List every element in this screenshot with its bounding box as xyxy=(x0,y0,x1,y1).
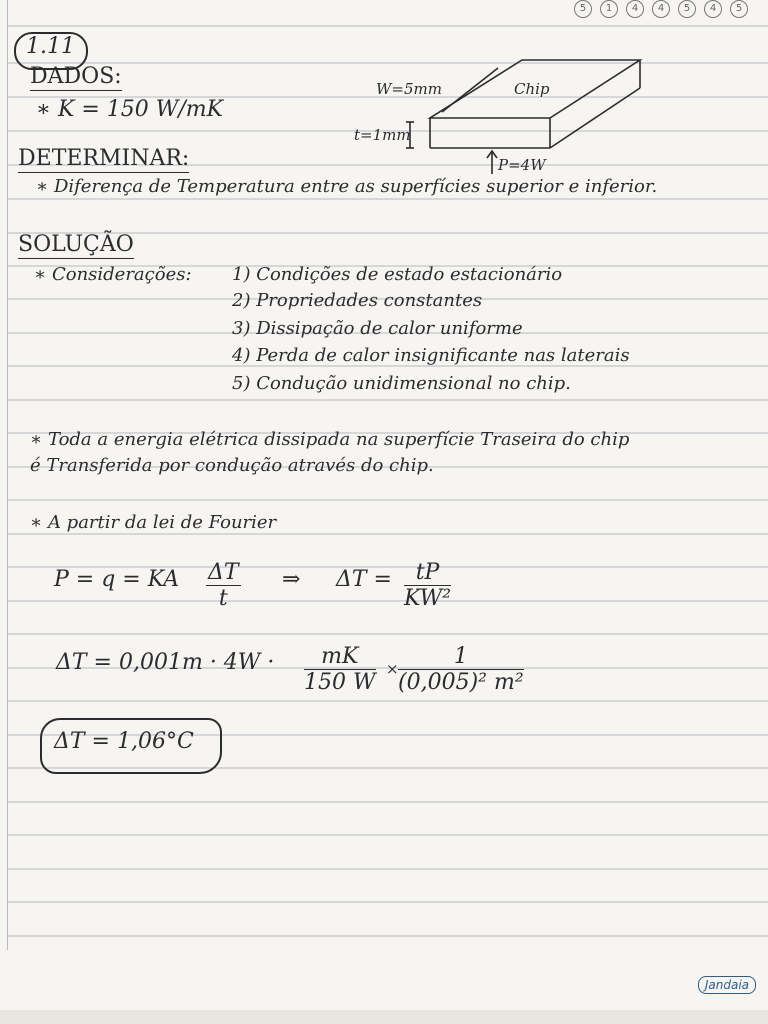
header-number: 4 xyxy=(626,0,644,18)
energia-line-2: é Transferida por condução através do chip. xyxy=(30,455,434,476)
energia-line-1: ∗ Toda a energia elétrica dissipada na superfície Traseira do chip xyxy=(30,429,630,450)
eq1-frac-den: t xyxy=(218,586,228,611)
consideracao-item: 2) Propriedades constantes xyxy=(232,290,483,311)
header-number: 5 xyxy=(730,0,748,18)
consideracao-item: 4) Perda de calor insignificante nas laterais xyxy=(232,345,630,366)
eq2-f1-den: 150 W xyxy=(304,670,376,695)
consideracoes-label: ∗ Considerações: xyxy=(34,264,192,285)
result-text: ΔT = 1,06°C xyxy=(54,729,194,754)
eq1-rhs-num: tP xyxy=(404,560,451,586)
solucao-label: SOLUÇÃO xyxy=(18,232,134,257)
width-label: W=5mm xyxy=(376,80,442,98)
exercise-number: 1.11 xyxy=(26,34,75,59)
k-value: ∗ K = 150 W/mK xyxy=(36,97,224,122)
page-margin-line xyxy=(7,0,8,950)
dados-label: DADOS: xyxy=(30,64,122,89)
header-number: 4 xyxy=(704,0,722,18)
determinar-label: DETERMINAR: xyxy=(18,146,190,171)
notebook-brand-logo: Jandaia xyxy=(698,976,756,994)
power-label: P=4W xyxy=(498,156,546,174)
eq1-rhs-fraction xyxy=(404,560,451,611)
eq1-fraction xyxy=(206,560,241,611)
eq2-f1-num: mK xyxy=(304,644,376,670)
eq1-frac-num: ΔT xyxy=(208,560,239,585)
eq2-fraction-2 xyxy=(398,644,524,695)
eq2-times: × xyxy=(386,660,399,678)
fourier-label: ∗ A partir da lei de Fourier xyxy=(30,512,277,533)
consideracao-item: 3) Dissipação de calor uniforme xyxy=(232,318,523,339)
eq2-f2-den: (0,005)² m² xyxy=(398,670,524,695)
header-number: 1 xyxy=(600,0,618,18)
eq2-fraction-1 xyxy=(304,644,376,695)
header-number: 4 xyxy=(652,0,670,18)
eq1-lhs: P = q = KA xyxy=(54,567,180,592)
eq2-lhs: ΔT = 0,001m · 4W · xyxy=(56,650,275,675)
header-number: 5 xyxy=(574,0,592,18)
header-number: 5 xyxy=(678,0,696,18)
eq1-arrow: ⇒ xyxy=(282,567,301,592)
page-bottom-edge xyxy=(0,1010,768,1024)
eq1-rhs-lhs: ΔT = xyxy=(336,567,392,592)
chip-label: Chip xyxy=(514,80,550,98)
consideracao-item: 1) Condições de estado estacionário xyxy=(232,264,563,285)
eq1-rhs-den: KW² xyxy=(404,586,452,611)
consideracao-item: 5) Condução unidimensional no chip. xyxy=(232,373,571,394)
determinar-text: ∗ Diferença de Temperatura entre as superfícies superior e inferior. xyxy=(36,176,658,197)
thickness-label: t=1mm xyxy=(354,126,411,144)
eq2-f2-num: 1 xyxy=(398,644,524,670)
